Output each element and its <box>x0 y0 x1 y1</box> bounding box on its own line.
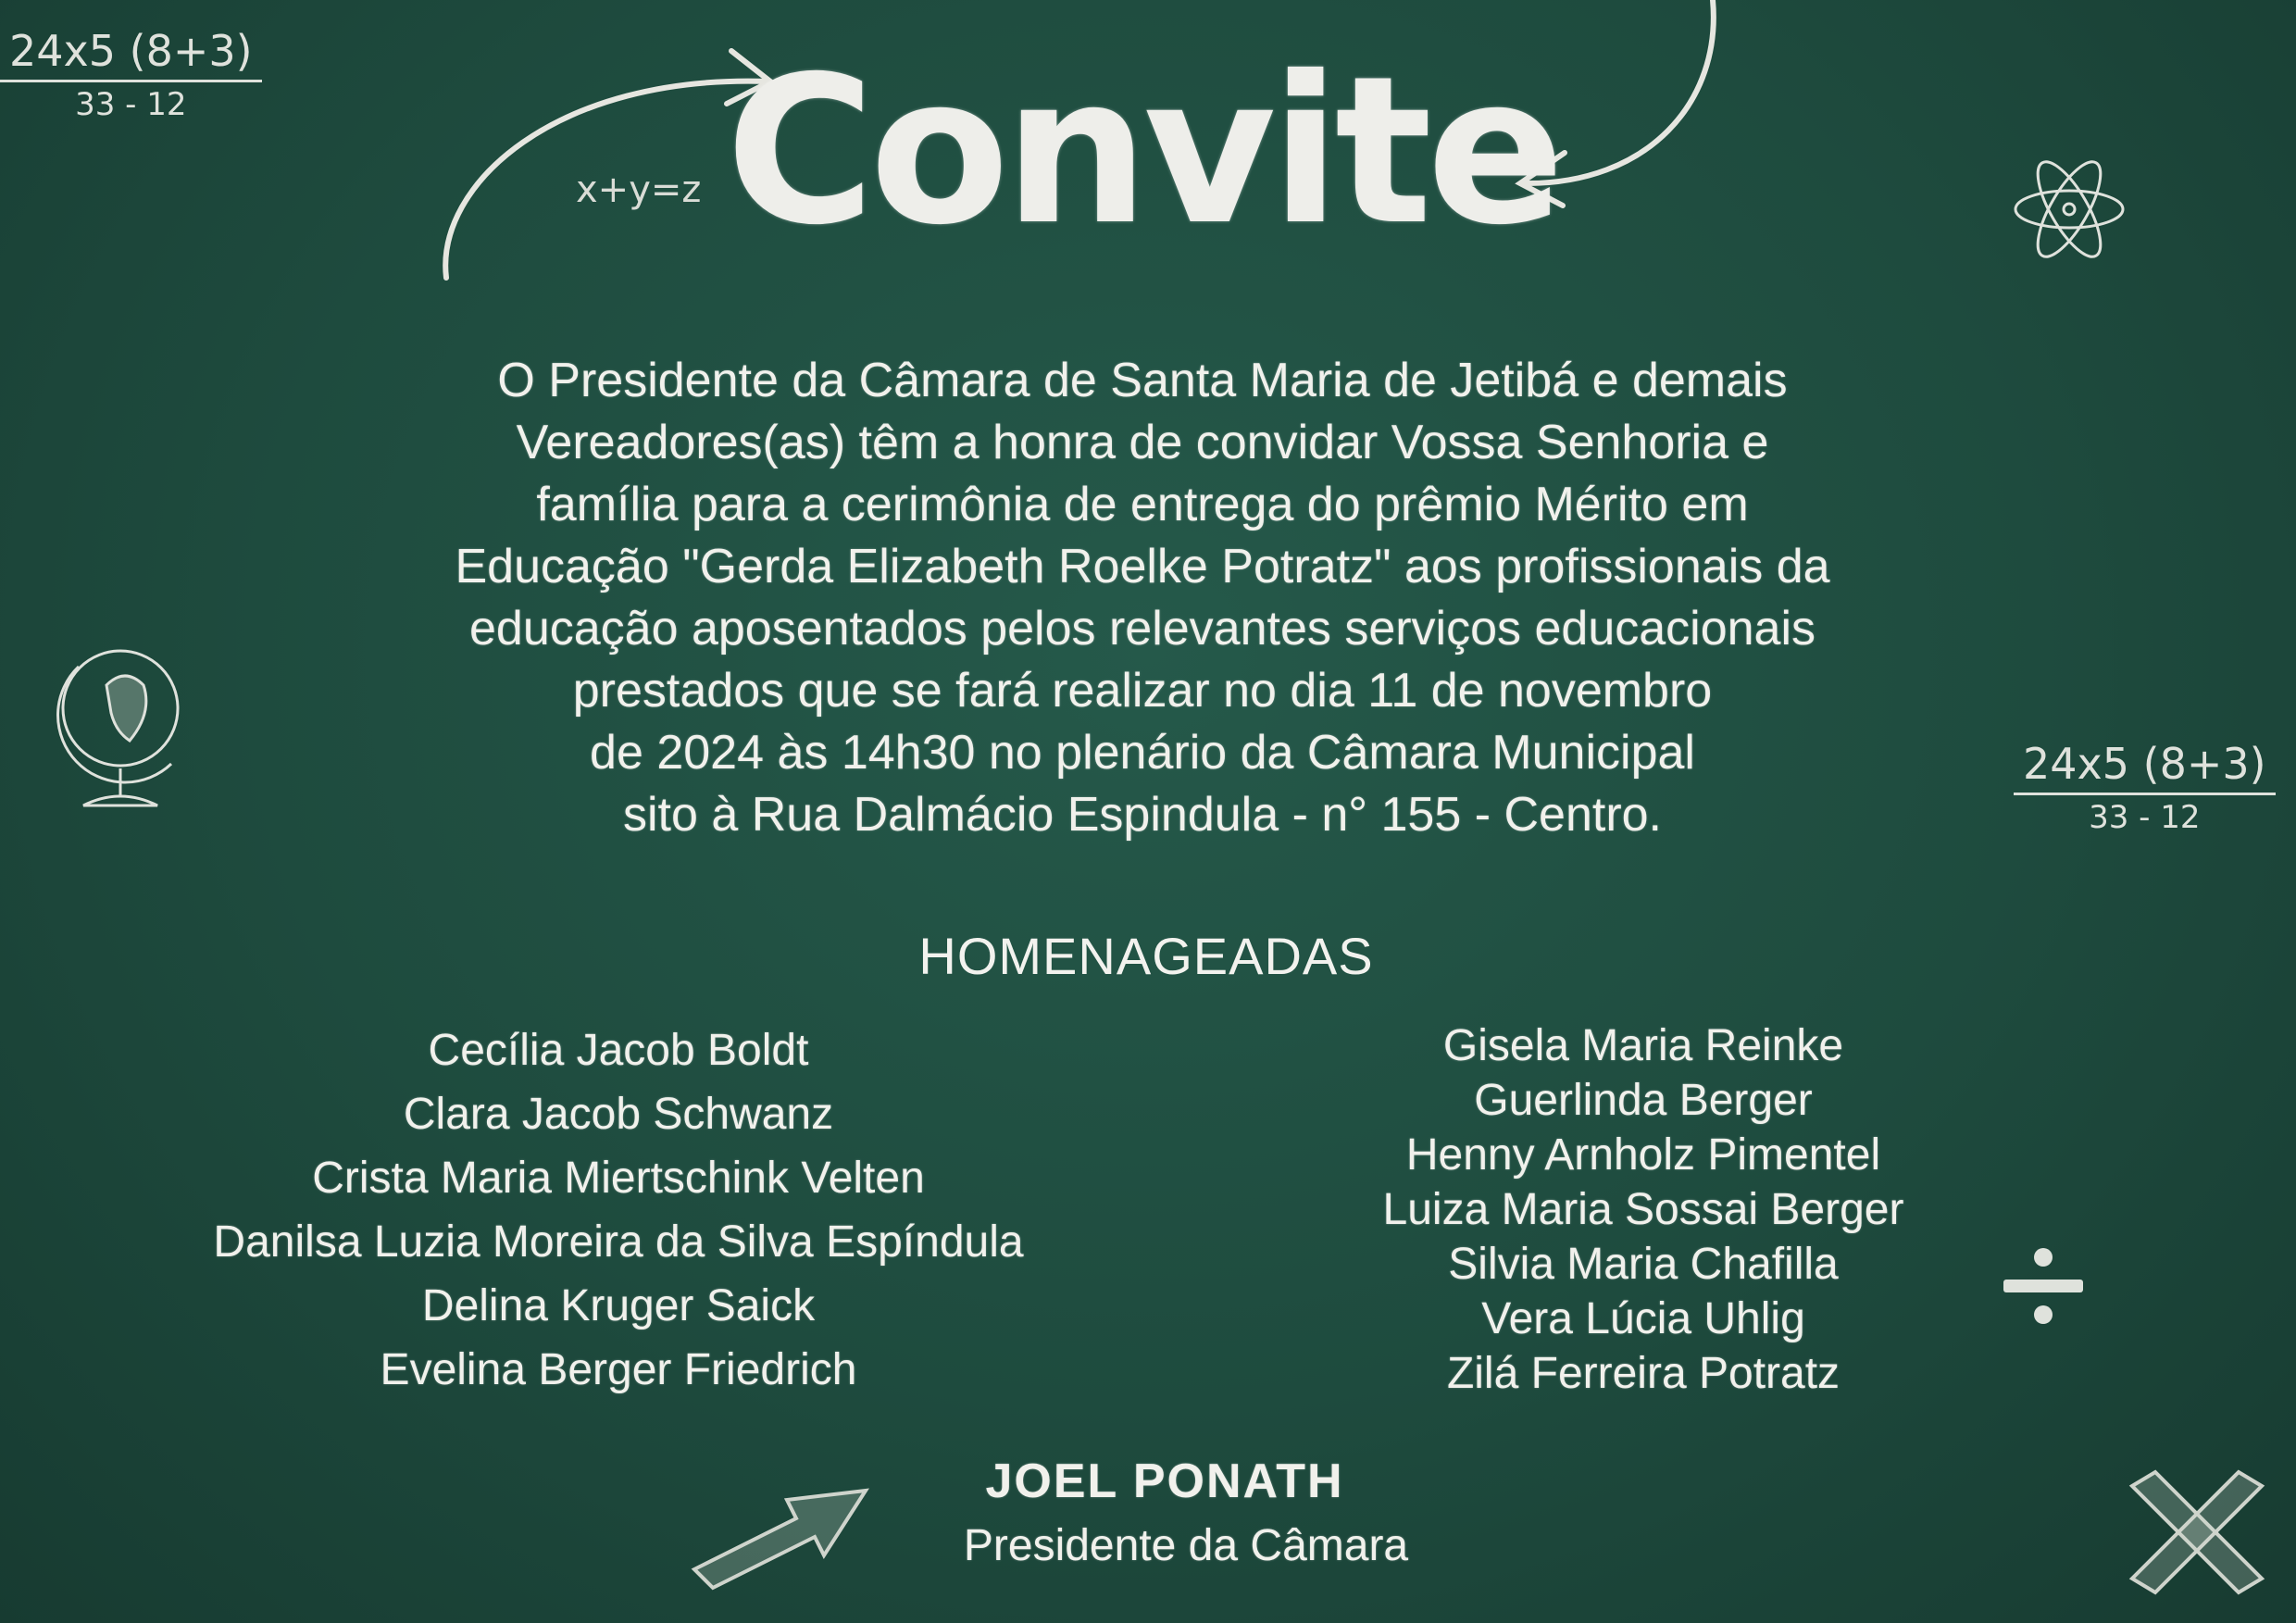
formula-denominator: 33 - 12 <box>75 86 187 123</box>
formula-top-left <box>0 26 262 123</box>
invitation-body <box>455 350 1829 846</box>
honoree-name: Silvia Maria Chafilla <box>1448 1240 1839 1289</box>
invitation-line: Educação "Gerda Elizabeth Roelke Potratz" aos profissionais da <box>455 540 1830 593</box>
honoree-name: Evelina Berger Friedrich <box>380 1345 857 1394</box>
honoree-name: Vera Lúcia Uhlig <box>1481 1294 1805 1343</box>
invitation-line: O Presidente da Câmara de Santa Maria de Jetibá e demais <box>497 354 1788 407</box>
globe-icon <box>42 630 199 815</box>
x-mark-icon <box>2123 1467 2271 1597</box>
invitation-line: família para a cerimônia de entrega do prêmio Mérito em <box>536 478 1749 531</box>
honoree-name: Henny Arnholz Pimentel <box>1405 1130 1881 1180</box>
signer-name: JOEL PONATH <box>985 1454 1344 1508</box>
formula-numerator: 24x5 (8+3) <box>0 26 262 82</box>
honoree-name: Zilá Ferreira Potratz <box>1446 1349 1841 1398</box>
honoree-name: Luiza Maria Sossai Berger <box>1382 1185 1904 1234</box>
formula-denominator: 33 - 12 <box>2089 799 2201 836</box>
formula-xyz: x+y=z <box>576 169 702 211</box>
division-icon <box>2002 1244 2085 1328</box>
honoree-name: Delina Kruger Saick <box>421 1281 816 1330</box>
signer-role: Presidente da Câmara <box>963 1521 1409 1570</box>
invitation-line: prestados que se fará realizar no dia 11 de novembro <box>572 664 1713 718</box>
formula-right <box>2014 739 2276 836</box>
honoree-name: Guerlinda Berger <box>1474 1076 1813 1125</box>
invitation-line: Vereadores(as) têm a honra de convidar Vossa Senhoria e <box>516 416 1769 469</box>
formula-numerator: 24x5 (8+3) <box>2014 739 2276 795</box>
atom-icon <box>2014 154 2125 265</box>
honoree-name: Clara Jacob Schwanz <box>403 1090 834 1139</box>
invitation-line: de 2024 às 14h30 no plenário da Câmara Municipal <box>590 726 1695 780</box>
honorees-left-column <box>213 1018 1023 1402</box>
honoree-name: Cecília Jacob Boldt <box>428 1026 809 1075</box>
honorees-right-column <box>1383 1018 1904 1401</box>
invitation-line: sito à Rua Dalmácio Espindula - n° 155 - Centro. <box>622 788 1663 842</box>
invitation-line: educação aposentados pelos relevantes serviços educacionais <box>468 602 1816 655</box>
honorees-heading: HOMENAGEADAS <box>918 927 1374 985</box>
honoree-name: Crista Maria Miertschink Velten <box>312 1154 925 1203</box>
honoree-name: Danilsa Luzia Moreira da Silva Espíndula <box>213 1217 1024 1267</box>
arrow-icon <box>685 1477 870 1588</box>
invitation-title: Convite <box>725 32 1560 269</box>
honoree-name: Gisela Maria Reinke <box>1442 1021 1844 1070</box>
